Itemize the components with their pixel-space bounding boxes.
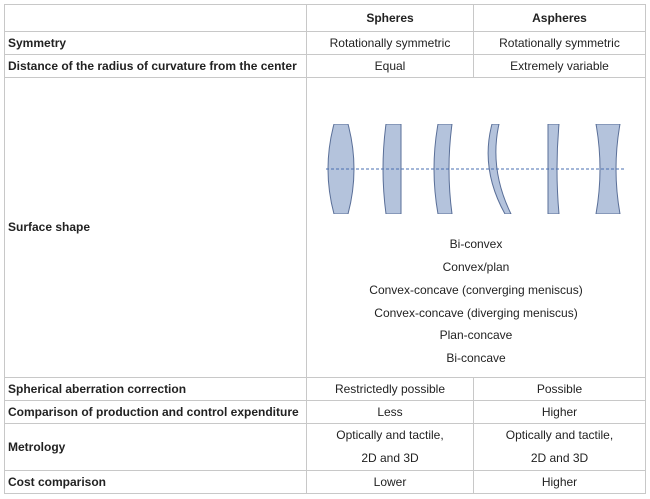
metrology-aspheres-line2: 2D and 3D bbox=[530, 450, 589, 465]
cost-aspheres: Higher bbox=[474, 470, 646, 493]
header-row bbox=[5, 5, 646, 32]
aberration-spheres: Restrictedly possible bbox=[307, 377, 474, 400]
table-row bbox=[5, 32, 646, 55]
shape-name-converging-meniscus: Convex-concave (converging meniscus) bbox=[369, 282, 583, 297]
row-label-cost: Cost comparison bbox=[5, 470, 307, 493]
symmetry-aspheres: Rotationally symmetric bbox=[474, 32, 646, 55]
metrology-spheres bbox=[307, 423, 474, 470]
table-row bbox=[5, 400, 646, 423]
metrology-spheres-line2: 2D and 3D bbox=[361, 450, 419, 465]
shape-name-plan-concave: Plan-concave bbox=[439, 328, 513, 343]
metrology-aspheres-line1: Optically and tactile, bbox=[505, 427, 614, 442]
shape-name-diverging-meniscus: Convex-concave (diverging meniscus) bbox=[374, 305, 578, 320]
row-label-production: Comparison of production and control expenditure bbox=[5, 400, 307, 423]
surface-shape-cell bbox=[307, 78, 646, 378]
row-label-surface-shape: Surface shape bbox=[5, 78, 307, 378]
metrology-aspheres bbox=[474, 423, 646, 470]
shape-name-bi-convex: Bi-convex bbox=[449, 237, 503, 252]
table-row bbox=[5, 78, 646, 378]
shape-name-bi-concave: Bi-concave bbox=[446, 351, 506, 366]
row-label-symmetry: Symmetry bbox=[5, 32, 307, 55]
production-aspheres: Higher bbox=[474, 400, 646, 423]
header-aspheres: Aspheres bbox=[474, 5, 646, 32]
header-empty bbox=[5, 5, 307, 32]
aberration-aspheres: Possible bbox=[474, 377, 646, 400]
row-label-radius: Distance of the radius of curvature from the center bbox=[5, 55, 307, 78]
cost-spheres: Lower bbox=[307, 470, 474, 493]
table-row bbox=[5, 423, 646, 470]
surface-shape-list bbox=[311, 233, 641, 370]
symmetry-spheres: Rotationally symmetric bbox=[307, 32, 474, 55]
radius-aspheres: Extremely variable bbox=[474, 55, 646, 78]
metrology-spheres-line1: Optically and tactile, bbox=[336, 427, 444, 442]
row-label-metrology: Metrology bbox=[5, 423, 307, 470]
table-row bbox=[5, 55, 646, 78]
production-spheres: Less bbox=[307, 400, 474, 423]
comparison-table bbox=[4, 4, 646, 494]
radius-spheres: Equal bbox=[307, 55, 474, 78]
row-label-aberration: Spherical aberration correction bbox=[5, 377, 307, 400]
lens-shapes-diagram bbox=[326, 124, 626, 214]
table-row bbox=[5, 470, 646, 493]
table-row bbox=[5, 377, 646, 400]
shape-name-convex-plan: Convex/plan bbox=[442, 259, 510, 274]
header-spheres: Spheres bbox=[307, 5, 474, 32]
